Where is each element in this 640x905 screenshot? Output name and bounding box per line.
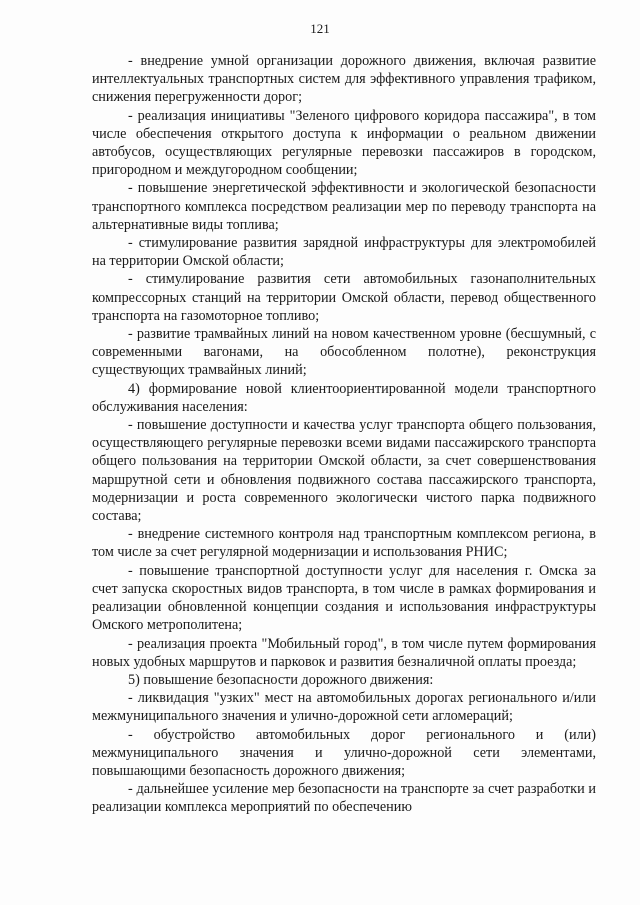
paragraph: - дальнейшее усиление мер безопасности на транспорте за счет разработки и реализации комплекса мероприятий по обеспечению [92, 781, 596, 816]
section-heading-5: 5) повышение безопасности дорожного движения: [128, 671, 434, 688]
paragraph: - повышение транспортной доступности услуг для населения г. Омска за счет запуска скоростных видов транспорта, в том числе в рамках формирования и реализации обновленной концепции создания и использования инфраструктуры Омского метрополитена; [92, 562, 596, 634]
page-number: 121 [310, 21, 330, 36]
paragraph: - обустройство автомобильных дорог регионального и (или) межмуниципального значения и улично-дорожной сети элементами, повышающими безопасность дорожного движения; [92, 726, 596, 779]
paragraph: - повышение доступности и качества услуг транспорта общего пользования, осуществляющего регулярные перевозки всеми видами пассажирского транспорта общего пользования на территории Омской области, за счет совершенствования маршрутной сети и обновления подвижного состава пассажирского транспорта, модернизации и роста современного экологически чистого парка подвижного состава; [92, 417, 596, 525]
document-body [92, 52, 596, 817]
paragraph: - реализация проекта "Мобильный город", в том числе путем формирования новых удобных маршрутов и парковок и развития безналичной оплаты проезда; [92, 635, 596, 670]
paragraph: - стимулирование развития сети автомобильных газонаполнительных компрессорных станций на территории Омской области, перевод общественного транспорта на газомоторное топливо; [92, 271, 596, 324]
paragraph: - внедрение системного контроля над транспортным комплексом региона, в том числе за счет регулярной модернизации и использования РНИС; [92, 526, 596, 561]
paragraph: - стимулирование развития зарядной инфраструктуры для электромобилей на территории Омской области; [92, 235, 596, 270]
paragraph: - ликвидация "узких" мест на автомобильных дорогах регионального и/или межмуниципального значения и улично-дорожной сети агломераций; [92, 690, 596, 725]
paragraph: - повышение энергетической эффективности и экологической безопасности транспортного комплекса посредством реализации мер по переводу транспорта на альтернативные виды топлива; [92, 180, 596, 233]
paragraph: - внедрение умной организации дорожного движения, включая развитие интеллектуальных транспортных систем для эффективного управления трафиком, снижения перегруженности дорог; [92, 53, 596, 106]
section-heading-4: 4) формирование новой клиентоориентированной модели транспортного обслуживания населения: [92, 380, 596, 415]
paragraph: - реализация инициативы "Зеленого цифрового коридора пассажира", в том числе обеспечения открытого доступа к информации о реальном движении автобусов, осуществляющих регулярные перевозки пассажиров в городском, пригородном и междугородном сообщении; [92, 107, 596, 179]
paragraph: - развитие трамвайных линий на новом качественном уровне (бесшумный, с современными вагонами, на обособленном полотне), реконструкция существующих трамвайных линий; [92, 326, 596, 379]
